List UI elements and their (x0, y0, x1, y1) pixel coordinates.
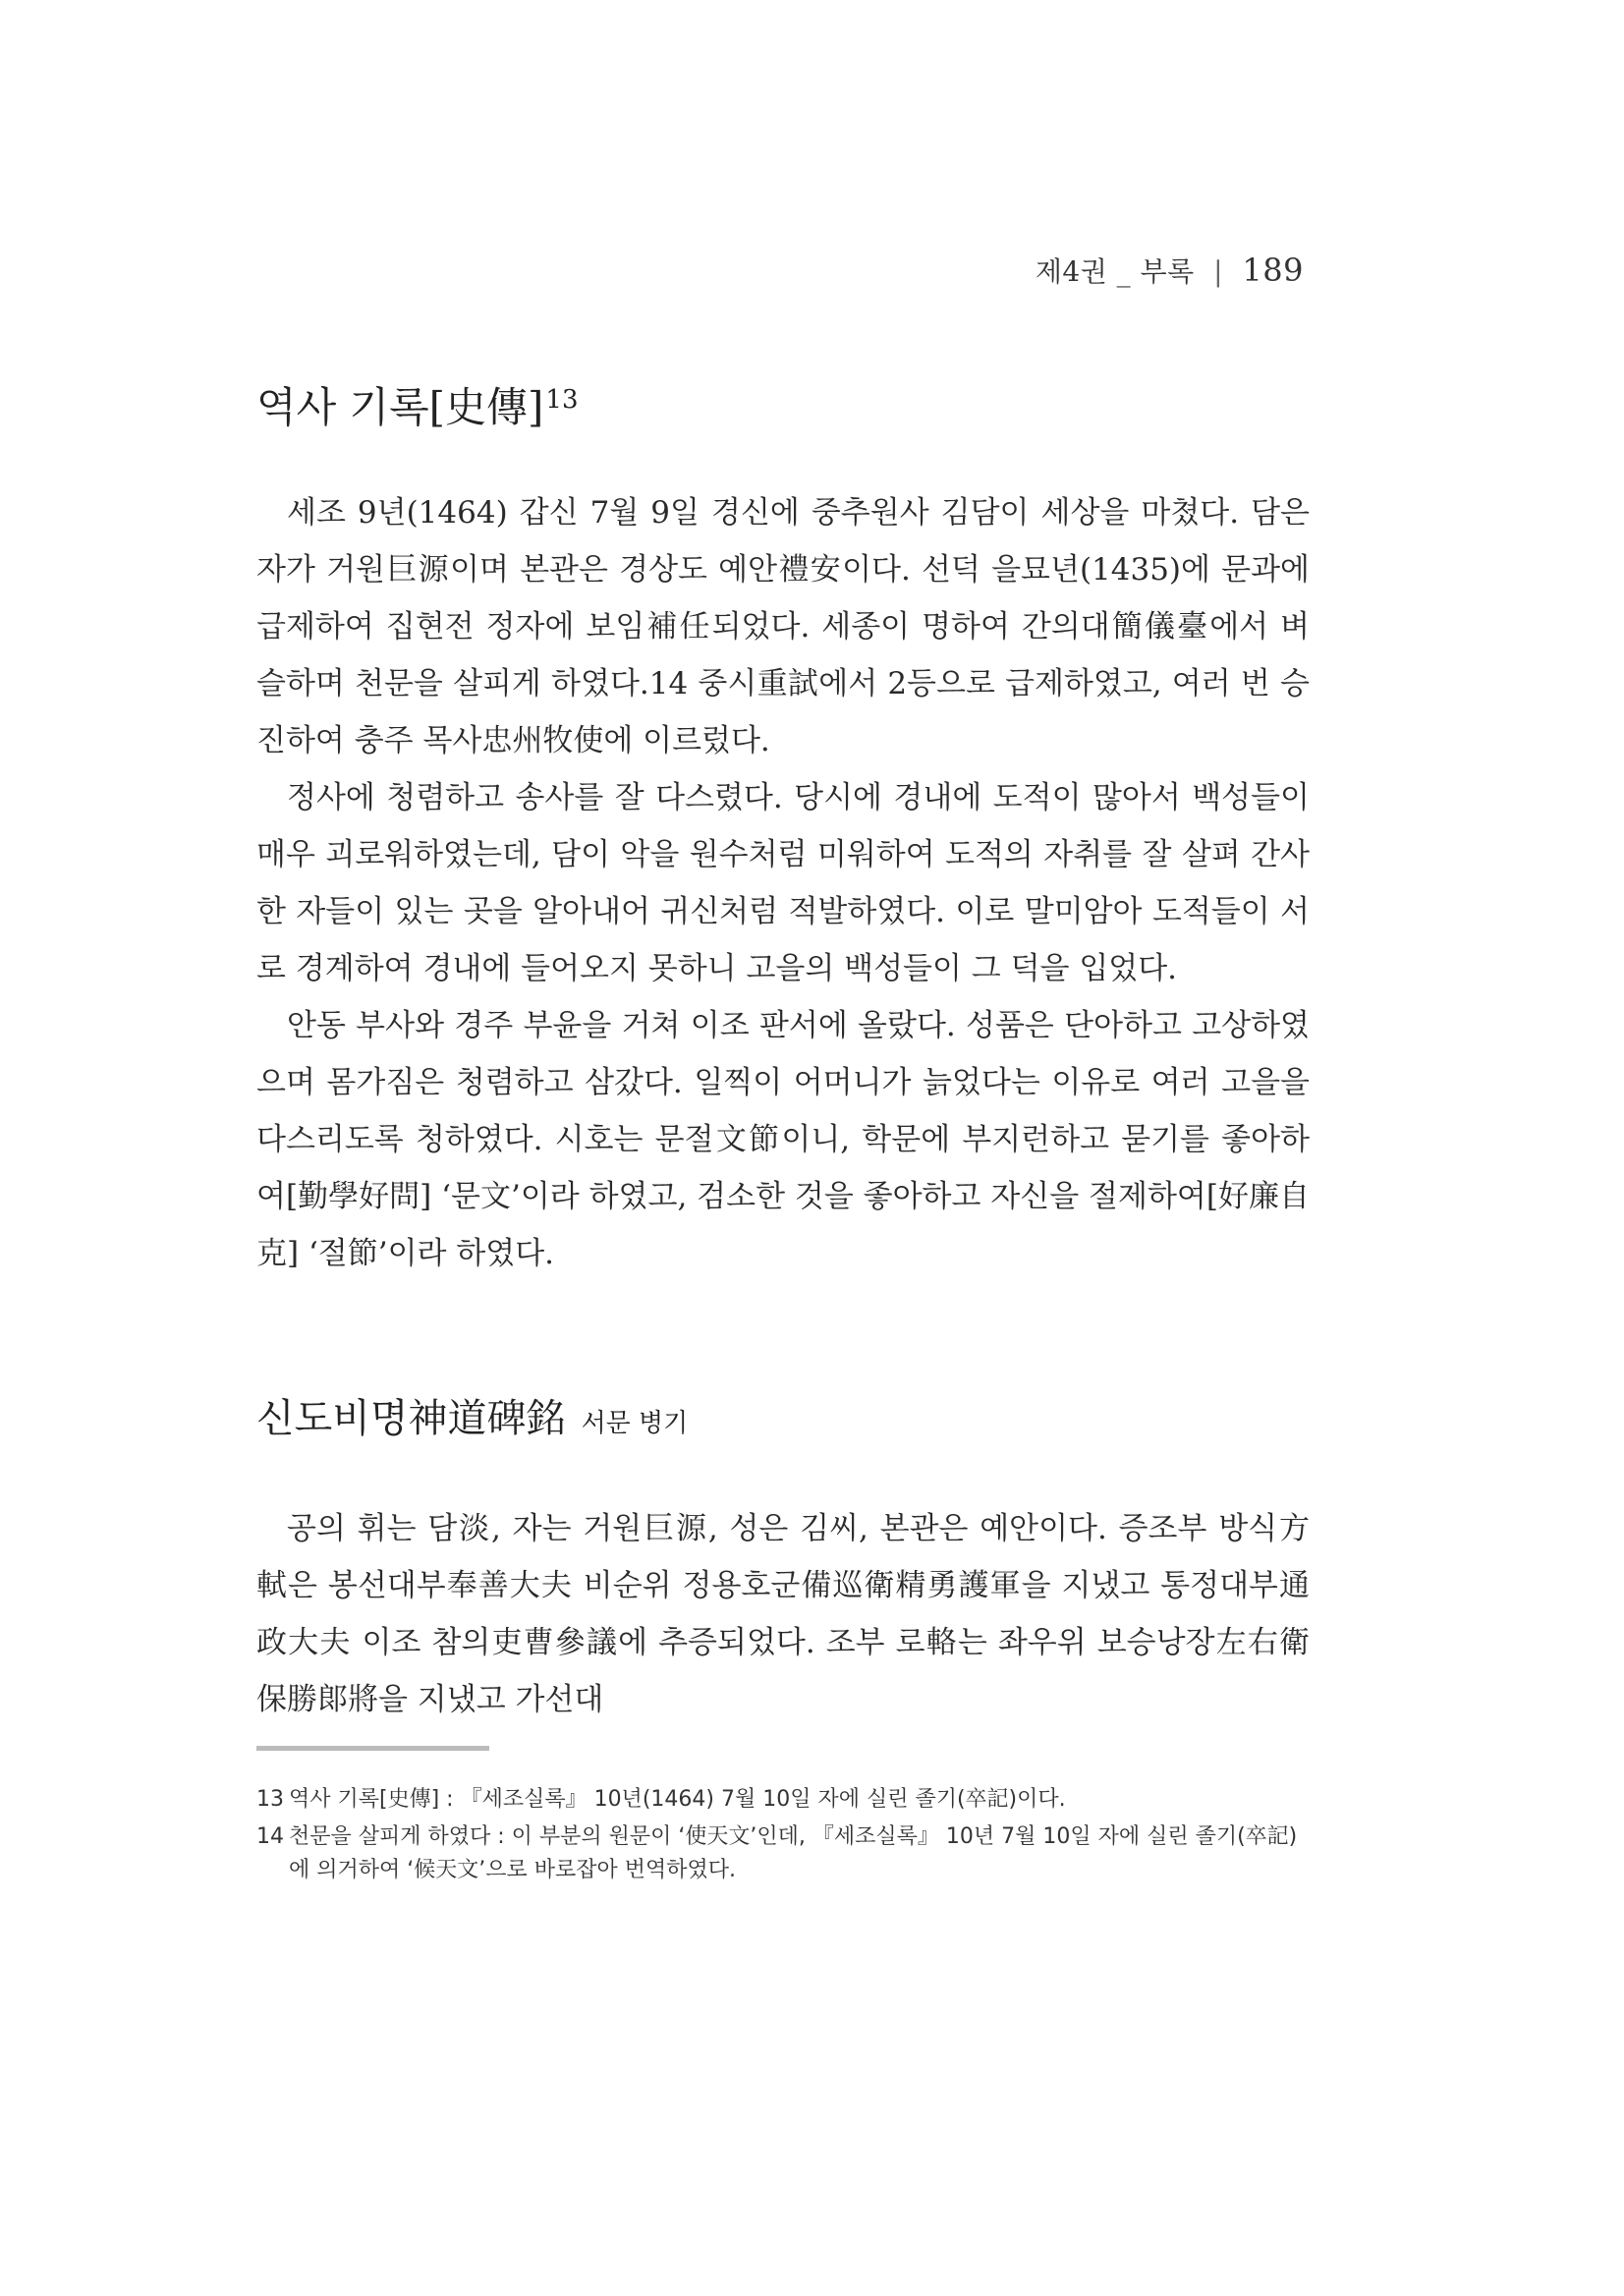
header-divider: | (1213, 255, 1224, 288)
footnote-number: 13 (256, 1787, 284, 1812)
paragraph: 안동 부사와 경주 부윤을 거쳐 이조 판서에 올랐다. 성품은 단아하고 고상하였으며 몸가짐은 청렴하고 삼갔다. 일찍이 어머니가 늙었다는 이유로 여러 고을을 다스리도록 청하였다. 시호는 문절文節이니, 학문에 부지런하고 묻기를 좋아하여[勤學好問] ‘문文’이라 하였고, 검소한 것을 좋아하고 자신을 절제하여[好廉自克] ‘절節’이라 하였다. (256, 1008, 1310, 1271)
footnote-divider (256, 1746, 489, 1751)
footnote-ref-13: 13 (545, 385, 579, 415)
footnote-13 (256, 1783, 1310, 1817)
paragraph: 정사에 청렴하고 송사를 잘 다스렸다. 당시에 경내에 도적이 많아서 백성들이 매우 괴로워하였는데, 담이 악을 원수처럼 미워하여 도적의 자취를 잘 살펴 간사한 자들이 있는 곳을 알아내어 귀신처럼 적발하였다. 이로 말미암아 도적들이 서로 경계하여 경내에 들어오지 못하니 고을의 백성들이 그 덕을 입었다. (256, 780, 1310, 986)
section-title-text: 신도비명神道碑銘 (256, 1396, 566, 1441)
header-volume: 제4권 (1035, 255, 1108, 288)
paragraph: 공의 휘는 담淡, 자는 거원巨源, 성은 김씨, 본관은 예안이다. 증조부 방식方軾은 봉선대부奉善大夫 비순위 정용호군備巡衛精勇護軍을 지냈고 통정대부通政大夫 이조 참의吏曹參議에 추증되었다. 조부 로輅는 좌우위 보승낭장左右衛保勝郞將을 지냈고 가선대 (256, 1511, 1310, 1717)
footnote-text: 역사 기록[史傳] : 『세조실록』 10년(1464) 7월 10일 자에 실린 졸기(卒記)이다. (289, 1787, 1066, 1812)
page-number: 189 (1242, 252, 1304, 289)
section-body-epitaph (256, 1500, 1310, 1728)
header-section: 부록 (1140, 255, 1195, 288)
footnote-text: 천문을 살피게 하였다 : 이 부분의 원문이 ‘使天文’인데, 『세조실록』 10년 7월 10일 자에 실린 졸기(卒記)에 의거하여 ‘候天文’으로 바로잡아 번역하였다. (289, 1824, 1298, 1882)
section-title-text: 역사 기록[史傳] (256, 383, 544, 431)
section-body-history (256, 484, 1310, 1282)
header-separator: _ (1116, 255, 1132, 288)
running-header (1036, 251, 1304, 290)
section-title-epitaph (256, 1387, 688, 1443)
section-title-history (256, 375, 579, 434)
section-title-annotation: 서문 병기 (581, 1409, 689, 1438)
footnote-14 (256, 1820, 1310, 1887)
footnote-number: 14 (256, 1824, 284, 1849)
paragraph: 세조 9년(1464) 갑신 7월 9일 경신에 중추원사 김담이 세상을 마쳤다. 담은 자가 거원巨源이며 본관은 경상도 예안禮安이다. 선덕 을묘년(1435)에 문과에 급제하여 집현전 정자에 보임補任되었다. 세종이 명하여 간의대簡儀臺에서 벼슬하며 천문을 살피게 하였다.14 중시重試에서 2등으로 급제하였고, 여러 번 승진하여 충주 목사忠州牧使에 이르렀다. (256, 495, 1310, 758)
footnotes (256, 1783, 1310, 1891)
